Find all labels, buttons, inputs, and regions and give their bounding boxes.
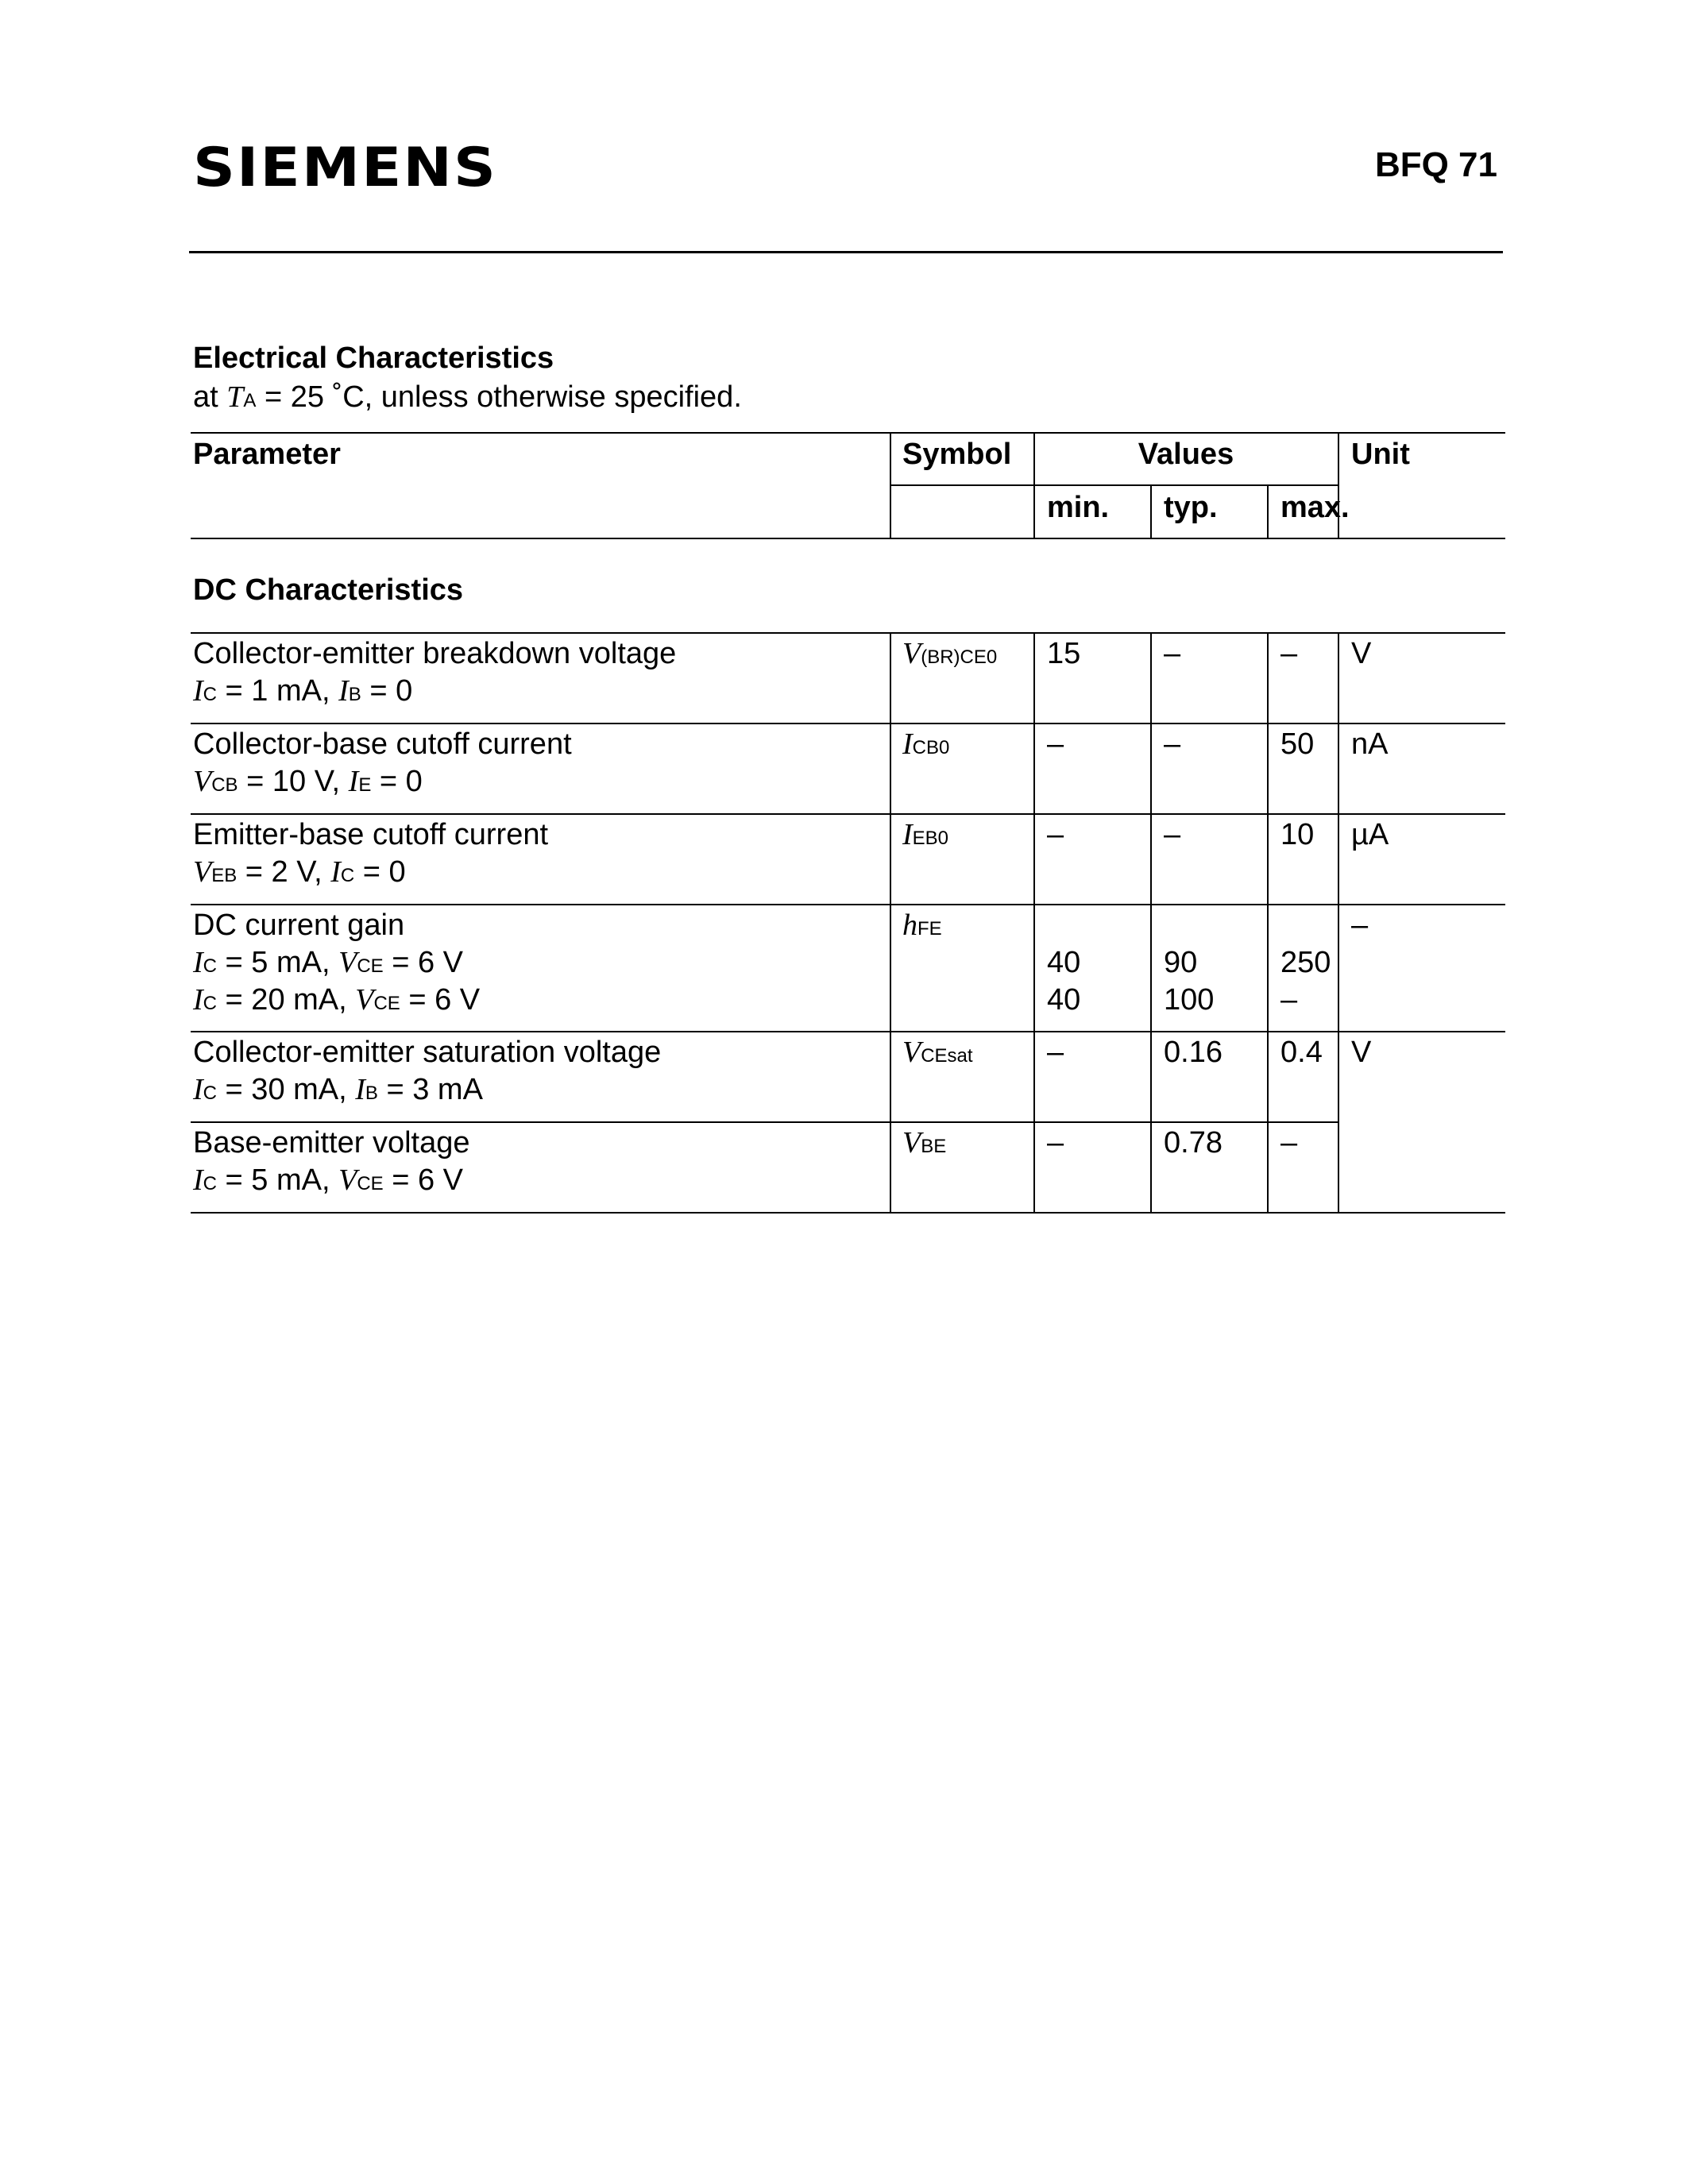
col-divider — [890, 904, 891, 1031]
col-divider — [1338, 904, 1339, 1031]
symbol: V(BR)CE0 — [902, 637, 998, 670]
col-divider — [1150, 813, 1152, 904]
value-max: – — [1280, 983, 1298, 1017]
symbol: ICB0 — [902, 727, 950, 761]
col-divider — [1338, 813, 1339, 904]
value-min: 40 — [1047, 983, 1081, 1017]
table-row — [191, 1121, 1505, 1212]
col-divider — [890, 1121, 891, 1212]
table-row — [191, 1031, 1505, 1121]
value-min: 40 — [1047, 946, 1081, 979]
col-divider — [1150, 1121, 1152, 1212]
col-divider — [1267, 1121, 1269, 1212]
table-row — [191, 904, 1505, 1031]
values-subheader-rule — [890, 484, 1338, 486]
value-min: – — [1047, 727, 1064, 761]
col-divider — [1338, 1121, 1339, 1212]
col-divider — [1150, 904, 1152, 1031]
header-divider — [189, 251, 1503, 253]
table-row — [191, 813, 1505, 904]
test-condition: IC = 5 mA, VCE = 6 V — [193, 1163, 464, 1197]
table-row — [191, 632, 1505, 723]
value-typ: – — [1164, 818, 1181, 851]
col-divider — [890, 723, 891, 813]
header-unit: Unit — [1351, 438, 1410, 471]
col-divider — [1033, 813, 1035, 904]
unit: – — [1351, 909, 1369, 942]
value-min: – — [1047, 818, 1064, 851]
table-row — [191, 723, 1505, 813]
col-divider — [1033, 723, 1035, 813]
test-condition: VEB = 2 V, IC = 0 — [193, 855, 406, 889]
section-subtitle: at TA = 25 ˚C, unless otherwise specified. — [193, 380, 742, 414]
test-condition: IC = 20 mA, VCE = 6 V — [193, 983, 481, 1017]
col-divider — [1150, 632, 1152, 723]
col-divider — [1338, 723, 1339, 813]
value-max: – — [1280, 637, 1298, 670]
test-condition: IC = 5 mA, VCE = 6 V — [193, 946, 464, 979]
table-top-rule — [191, 432, 1505, 434]
col-divider — [1033, 904, 1035, 1031]
symbol: VBE — [902, 1126, 947, 1160]
param-name: Collector-emitter breakdown voltage — [193, 637, 677, 670]
value-typ: 0.78 — [1164, 1126, 1223, 1160]
header-max: max. — [1280, 491, 1350, 524]
unit: V — [1351, 637, 1372, 670]
header-col-divider — [1150, 484, 1152, 538]
header-parameter: Parameter — [193, 438, 341, 471]
col-divider — [890, 813, 891, 904]
header-col-divider — [890, 432, 891, 538]
value-max: 50 — [1280, 727, 1315, 761]
value-min: 15 — [1047, 637, 1081, 670]
unit: nA — [1351, 727, 1389, 761]
col-divider — [1033, 1121, 1035, 1212]
header-bottom-rule — [191, 538, 1505, 539]
param-name: Collector-emitter saturation voltage — [193, 1036, 662, 1069]
col-divider — [1267, 723, 1269, 813]
symbol: VCEsat — [902, 1036, 973, 1069]
col-divider — [890, 1031, 891, 1121]
siemens-logo: SIEMENS — [193, 137, 498, 199]
col-divider — [1150, 1031, 1152, 1121]
unit: V — [1351, 1036, 1372, 1069]
test-condition: VCB = 10 V, IE = 0 — [193, 765, 423, 798]
header-min: min. — [1047, 491, 1110, 524]
col-divider — [1150, 723, 1152, 813]
symbol: IEB0 — [902, 818, 949, 851]
value-typ: 100 — [1164, 983, 1215, 1017]
col-divider — [890, 632, 891, 723]
value-max: 0.4 — [1280, 1036, 1323, 1069]
col-divider — [1267, 904, 1269, 1031]
unit: µA — [1351, 818, 1389, 851]
value-max: – — [1280, 1126, 1298, 1160]
col-divider — [1338, 632, 1339, 723]
group-title-dc: DC Characteristics — [193, 573, 464, 607]
header-col-divider — [1267, 484, 1269, 538]
test-condition: IC = 1 mA, IB = 0 — [193, 674, 413, 708]
col-divider — [1033, 1031, 1035, 1121]
symbol: hFE — [902, 909, 942, 942]
param-name: DC current gain — [193, 909, 405, 942]
col-divider — [1267, 813, 1269, 904]
row-rule — [191, 1212, 1505, 1214]
value-typ: 0.16 — [1164, 1036, 1223, 1069]
header-values: Values — [1138, 438, 1234, 471]
header-symbol: Symbol — [902, 438, 1012, 471]
header-typ: typ. — [1164, 491, 1218, 524]
value-typ: – — [1164, 637, 1181, 670]
value-min: – — [1047, 1126, 1064, 1160]
param-name: Base-emitter voltage — [193, 1126, 470, 1160]
test-condition: IC = 30 mA, IB = 3 mA — [193, 1073, 483, 1106]
value-min: – — [1047, 1036, 1064, 1069]
value-max: 10 — [1280, 818, 1315, 851]
value-typ: – — [1164, 727, 1181, 761]
value-max: 250 — [1280, 946, 1331, 979]
col-divider — [1267, 1031, 1269, 1121]
param-name: Collector-base cutoff current — [193, 727, 572, 761]
section-title: Electrical Characteristics — [193, 341, 554, 375]
col-divider — [1267, 632, 1269, 723]
col-divider — [1338, 1031, 1339, 1121]
part-number: BFQ 71 — [1374, 145, 1497, 184]
param-name: Emitter-base cutoff current — [193, 818, 549, 851]
col-divider — [1033, 632, 1035, 723]
value-typ: 90 — [1164, 946, 1198, 979]
